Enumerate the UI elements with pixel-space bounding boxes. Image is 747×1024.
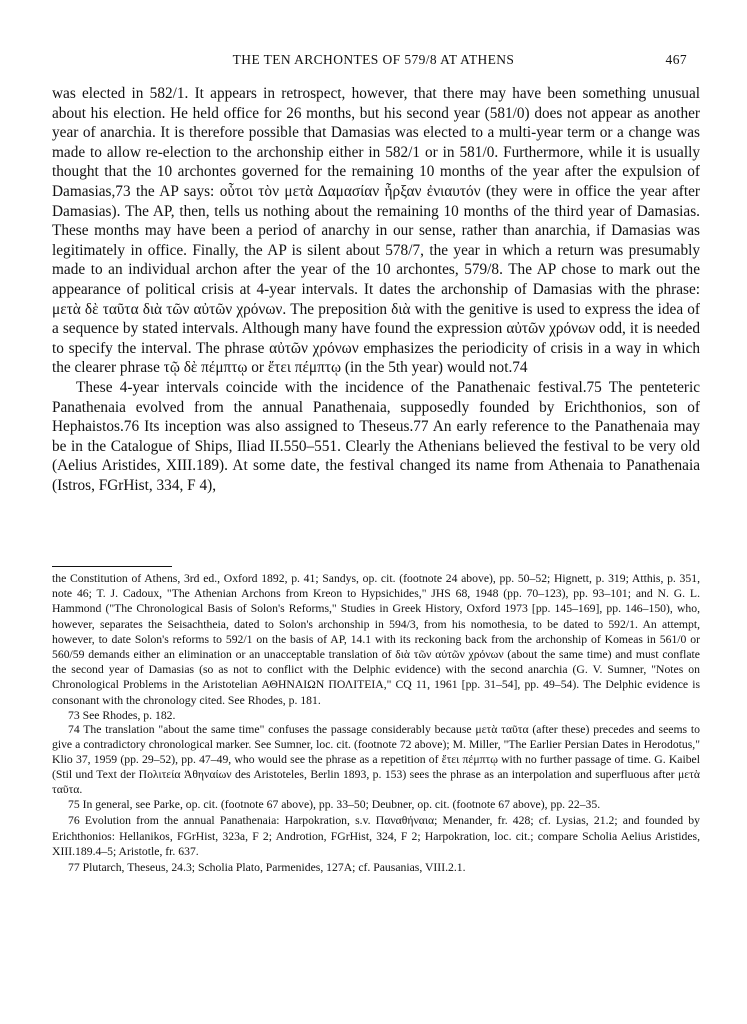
page-number: 467: [665, 52, 687, 67]
footnote-rule: [52, 566, 172, 567]
footnote-76: 76 Evolution from the annual Panathenaia: Harpokration, s.v. Παναθήναια; Menander, fr. 428; cf. Lysias, 21.2; and founded by Erichthonios: Hellanikos, FGrHist, 323a, F 2; Androtion, FGrHist, 324, F 2; Harpokration, loc. cit.; compare Scholia Aelius Aristides, XIII.189.4–5; Aristotle, fr. 637.: [52, 814, 700, 859]
footnote-74: 74 The translation "about the same time" confuses the passage considerably because μετὰ ταῦτα (after these) precedes and seems to give a contradictory chronological marker. See Sumner, loc. cit. (footnote 72 above); M. Miller, "The Earlier Persian Dates in Herodotus," Klio 37, 1959 (pp. 29–52), pp. 47–49, who would see the phrase as a repetition of ἔτει πέμπτῳ with no further passage of time. G. Kaibel (Stil und Text der Πολιτεία Ἀθηναίων des Aristoteles, Berlin 1893, p. 153) sees the phrase as an interpolation and superfluous after μετὰ ταῦτα.: [52, 723, 700, 796]
paragraph: These 4-year intervals coincide with the incidence of the Panathenaic festival.75 The penteteric Panathenaia evolved from the annual Panathenaia, supposedly founded by Erichthonios, son of Hephaistos.76 Its inception was also assigned to Theseus.77 An early reference to the Panathenaia may be in the Catalogue of Ships, Iliad II.550–551. Clearly the Athenians believed the festival to be very old (Aelius Aristides, XIII.189). At some date, the festival changed its name from Athenaia to Panathenaia (Istros, FGrHist, 334, F 4),: [52, 378, 700, 494]
main-text: [52, 84, 700, 495]
paragraph: was elected in 582/1. It appears in retrospect, however, that there may have been something unusual about his election. He held office for 26 months, but his second year (581/0) does not appear as another year of anarchia. It is therefore possible that Damasias was elected to a multi-year term or a change was made to allow re-election to the archonship either in 582/1 or in 581/0. Furthermore, while it is usually thought that the 10 archontes governed for the remaining 10 months of the year after the expulsion of Damasias,73 the AP says: οὗτοι τὸν μετὰ Δαμασίαν ἦρξαν ἐνιαυτόν (they were in office the year after Damasias). The AP, then, tells us nothing about the remaining 10 months of the third year of Damasias. These months may have been a period of anarchy in our sense, rather than anarchia, if Damasias was legitimately in office. Finally, the AP is silent about 578/7, the year in which a return was presumably made to an individual archon after the year of the 10 archontes, 579/8. The AP chose to mark out the appearance of political crisis at 4-year intervals. It dates the archonship of Damasias with the phrase: μετὰ δὲ ταῦτα διὰ τῶν αὐτῶν χρόνων. The preposition διὰ with the genitive is used to express the idea of a sequence by stated intervals. Although many have found the expression αὐτῶν χρόνων odd, it is needed to specify the interval. The phrase αὐτῶν χρόνων emphasizes the periodicity of crisis in a way in which the clearer phrase τῷ δὲ πέμπτῳ or ἔτει πέμπτῳ (in the 5th year) would not.74: [52, 85, 700, 377]
footnote-continued: the Constitution of Athens, 3rd ed., Oxford 1892, p. 41; Sandys, op. cit. (footnote 24 above), pp. 50–52; Hignett, p. 319; Atthis, p. 351, note 46; T. J. Cadoux, "The Athenian Archons from Kreon to Hypsichides," JHS 68, 1948 (pp. 70–123), pp. 93–101; and N. G. L. Hammond ("The Chronological Basis of Solon's Reforms," Studies in Greek History, Oxford 1973 [pp. 145–169], pp. 146–150), who, however, separates the Seisachtheia, dated to Solon's archonship in 594/3, from his nomothesia, to be dated to 592/1. An attempt, however, to date Solon's reforms to 592/1 on the basis of AP, 14.1 with its reckoning back from the archonship of Komeas in 561/0 or 560/59 demands either an elimination or an unacceptable translation of διὰ τῶν αὐτῶν χρόνων (about the same time) and must conflate the second year of Damasias (so as not to conflict with the Delphic evidence) with the second anarchia (G. V. Sumner, "Notes on Chronological Problems in the Aristotelian ΑΘΗΝΑΙΩΝ ΠΟΛΙΤΕΙΑ," CQ 11, 1961 [pp. 31–54], pp. 49–54). The Delphic evidence is consonant with the chronology cited. See Rhodes, p. 181.: [52, 572, 700, 707]
footnotes: [52, 571, 700, 875]
footnote-73: 73 See Rhodes, p. 182.: [68, 708, 176, 722]
running-header: [0, 52, 747, 72]
footnote-77: 77 Plutarch, Theseus, 24.3; Scholia Plato, Parmenides, 127A; cf. Pausanias, VIII.2.1.: [68, 860, 466, 874]
footnote-75: 75 In general, see Parke, op. cit. (footnote 67 above), pp. 33–50; Deubner, op. cit. (footnote 67 above), pp. 22–35.: [68, 798, 601, 812]
running-title: THE TEN ARCHONTES OF 579/8 AT ATHENS: [232, 52, 515, 67]
